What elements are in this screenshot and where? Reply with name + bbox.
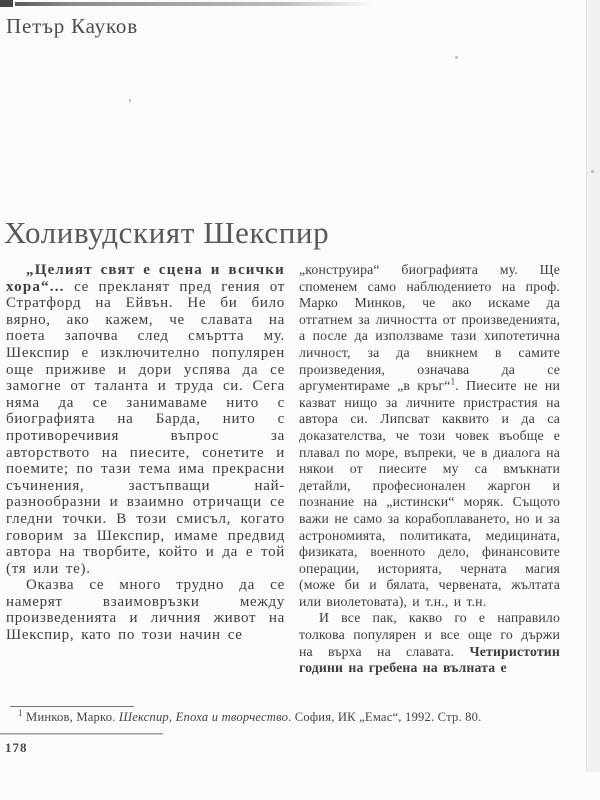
article-title: Холивудският Шекспир bbox=[4, 215, 330, 250]
paragraph-text: се прекланят пред гения от Стратфорд на Ейвън. Не би било вярно, ако кажем, че славата на поета започва след смъртта му. Шекспир е изключително популярен още приживе и дори успява да се замогне от таланта и труда си. Сега няма да се занимаваме нито с биографията на Барда, нито с противоречивия въпрос за авторството на пиесите, сонетите и поемите; по тази тема има прекрасни съчинения, застъпващи най-разнообразни и взаимно отричащи се гледни точки. В този смисъл, когато говорим за Шекспир, имаме предвид автора на творбите, който и да е той (тя или те). bbox=[6, 278, 285, 577]
bottom-rule bbox=[0, 733, 163, 735]
footnote-reference: 1 bbox=[450, 376, 456, 387]
scan-speck bbox=[129, 99, 131, 102]
text-column-left bbox=[6, 262, 285, 677]
opening-quote-bold: „Целият свят е сцена и всички хора“... bbox=[6, 262, 285, 295]
paragraph-text: И все пак, какво го е направило толкова популярен и все още го държи на върха на славата. bbox=[299, 610, 560, 659]
page-number: 178 bbox=[5, 740, 28, 755]
paragraph bbox=[299, 610, 560, 676]
closing-bold-text: Четиристотин години на гребена на вълната е bbox=[299, 643, 560, 676]
paragraph bbox=[299, 262, 560, 610]
footnote-author: Минков, Марко. bbox=[22, 710, 119, 724]
scan-speck bbox=[455, 56, 458, 59]
scan-artifact-corner bbox=[0, 0, 13, 7]
footnote-text bbox=[6, 707, 564, 725]
two-column-text-block bbox=[6, 262, 560, 677]
scan-artifact-bar bbox=[15, 2, 373, 6]
scan-speck bbox=[591, 170, 594, 173]
footnote-publication: . София, ИК „Емас“, 1992. Стр. 80. bbox=[288, 710, 482, 724]
book-title-italic: Шекспир, Епоха и творчество bbox=[118, 710, 289, 724]
page-edge-shading bbox=[586, 0, 600, 772]
paragraph-text: . Пиесите не ни казват нищо за личните пристрастия на автора си. Липсват каквито и да са доказателства, че този човек въобще е плавал по море, въпреки, че в диалога на някои от пиесите му са вмъкнати детайли, професионален жаргон и познание на „истински“ моряк. Същото важи не само за корабоплаването, но и за астрономията, политиката, медицината, физиката, военното дело, финансовите операции, историята, черната магия (може би и бялата, червената, жълтата или виолетовата), и т.н., и т.н. bbox=[299, 378, 560, 609]
author-name: Петър Кауков bbox=[6, 14, 138, 38]
footnote-separator bbox=[10, 706, 134, 707]
paragraph-text: „конструира“ биографията му. Ще споменем само наблюдението на проф. Марко Минков, че ако искаме да отгатнем за личността от произведенията, а после да използваме тази хипотетична личност, за да вникнем в самите произведения, означава да се аргументираме „в кръг“ bbox=[299, 262, 560, 394]
paragraph: Оказва се много трудно да се намерят взаимовръзки между произведенията и личния живот на Шекспир, като по този начин се bbox=[6, 577, 285, 644]
footnote-marker: 1 bbox=[18, 707, 23, 718]
paragraph bbox=[6, 262, 285, 577]
text-column-right bbox=[299, 262, 560, 677]
